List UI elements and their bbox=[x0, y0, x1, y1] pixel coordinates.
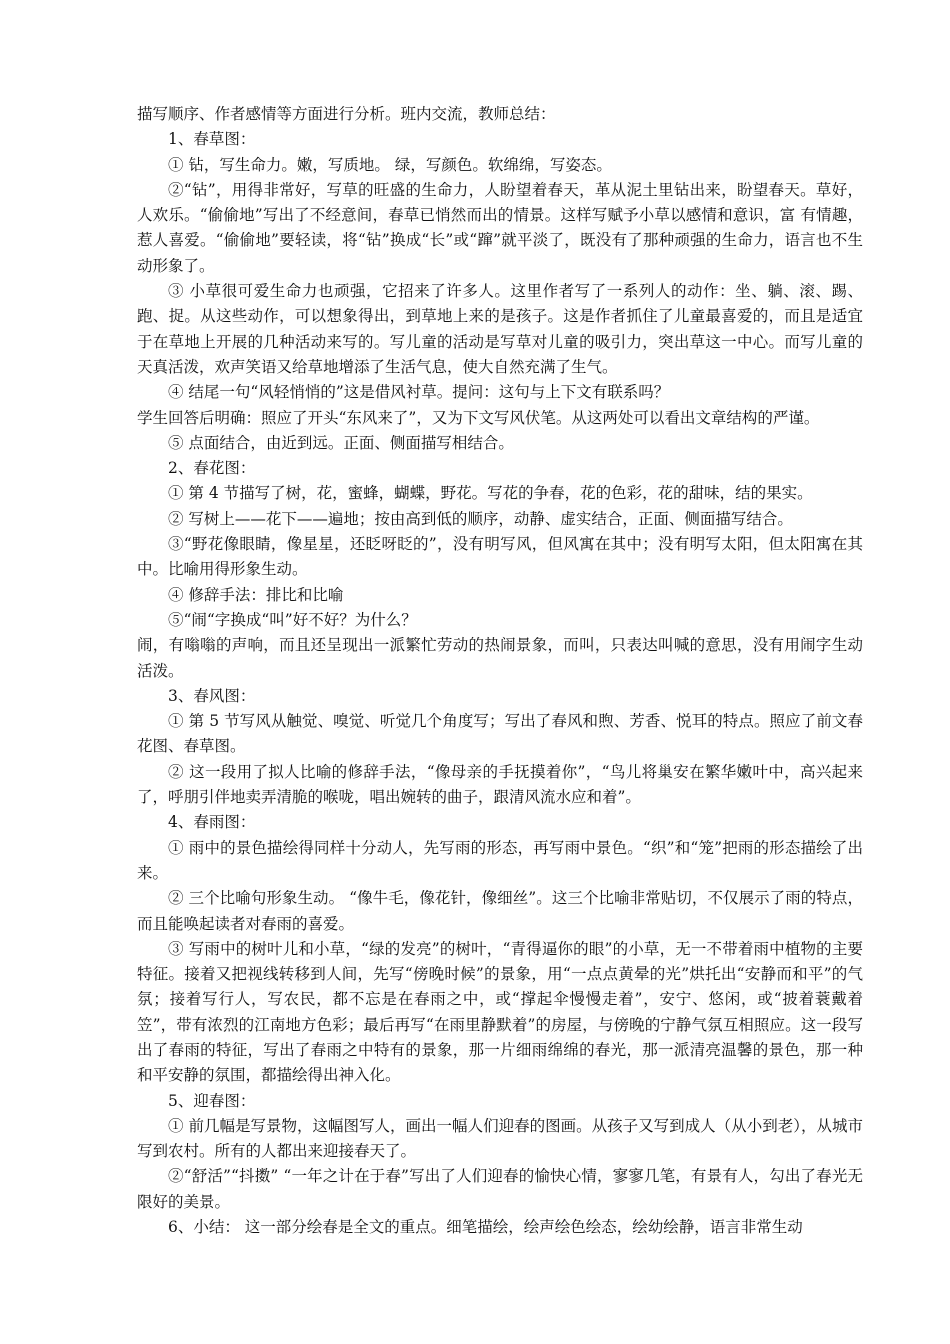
paragraph: 描写顺序、作者感情等方面进行分析。班内交流，教师总结： bbox=[137, 105, 556, 123]
paragraph: 3、春风图： bbox=[168, 686, 256, 705]
paragraph: ④ 修辞手法：排比和比喻 bbox=[168, 585, 344, 604]
paragraph: ③ 写雨中的树叶儿和小草，“绿的发亮”的树叶，“青得逼你的眼”的小草，无一不带着雨中植物的主要特征。接着又把视线转移到人间，先写“傍晚时候”的景象，用“一点点黄晕的光”烘托出“安静而和平”的气氛；接着写行人，写农民，都不忘是在春雨之中，或“撑起伞慢慢走着”，安宁、悠闲，或“披着蓑戴着笠”，带有浓烈的江南地方色彩；最后再写“在雨里静默着”的房屋，与傍晚的宁静气氛互相照应。这一段写出了春雨的特征，写出了春雨之中特有的景象，那一片细雨绵绵的春光，那一派清亮温馨的景色，那一种和平安静的氛围，都描绘得出神入化。 bbox=[137, 939, 863, 1085]
paragraph: ③ 小草很可爱生命力也顽强，它招来了许多人。这里作者写了一系列人的动作：坐、躺、滚、踢、跑、捉。从这些动作，可以想象得出，到草地上来的是孩子。这是作者抓住了儿童最喜爱的，而且是适宜于在草地上开展的几种活动来写的。写儿童的活动是写草对儿童的吸引力，突出草这一中心。而写儿童的天真活泼，欢声笑语又给草地增添了生活气息，使大自然充满了生气。 bbox=[137, 282, 863, 376]
paragraph: 闹，有嗡嗡的声响，而且还呈现出一派繁忙劳动的热闹景象，而叫，只表达叫喊的意思，没有用闹字生动活泼。 bbox=[137, 636, 863, 680]
paragraph: 1、春草图： bbox=[168, 130, 256, 149]
paragraph: 学生回答后明确：照应了开头“东风来了”，又为下文写风伏笔。从这两处可以看出文章结构的严谨。 bbox=[137, 408, 820, 427]
paragraph: ② 这一段用了拟人比喻的修辞手法，“像母亲的手抚摸着你”，“鸟儿将巢安在繁华嫩叶中，高兴起来了，呼朋引伴地卖弄清脆的喉咙，唱出婉转的曲子，跟清风流水应和着”。 bbox=[137, 762, 863, 807]
paragraph: 2、春花图： bbox=[168, 459, 256, 478]
paragraph: 5、迎春图： bbox=[168, 1091, 256, 1110]
paragraph: 6、小结： 这一部分绘春是全文的重点。细笔描绘，绘声绘色绘态，绘幼绘静，语言非常生动 bbox=[168, 1218, 803, 1237]
document-body bbox=[137, 102, 863, 1240]
paragraph: ① 钻，写生命力。嫩，写质地。 绿，写颜色。软绵绵，写姿态。 bbox=[168, 155, 612, 174]
paragraph: ⑤“闹“字换成“叫”好不好？为什么？ bbox=[168, 610, 417, 629]
paragraph: ④ 结尾一句“风轻悄悄的”这是借风衬草。提问：这句与上下文有联系吗？ bbox=[168, 383, 670, 402]
paragraph: ②“舒活”“抖擞” “一年之计在于春”写出了人们迎春的愉快心情，寥寥几笔，有景有人，勾出了春光无限好的美景。 bbox=[137, 1167, 863, 1211]
paragraph: ⑤ 点面结合，由近到远。正面、侧面描写相结合。 bbox=[168, 433, 514, 452]
paragraph: ① 第 4 节描写了树，花，蜜蜂，蝴蝶，野花。写花的争春，花的色彩，花的甜味，结的果实。 bbox=[168, 484, 813, 503]
paragraph: 4、春雨图： bbox=[168, 813, 256, 832]
paragraph: ③“野花像眼睛，像星星，还眨呀眨的”，没有明写风，但风寓在其中；没有明写太阳，但太阳寓在其中。比喻用得形象生动。 bbox=[137, 535, 863, 579]
paragraph: ① 第 5 节写风从触觉、嗅觉、听觉几个角度写；写出了春风和煦、芳香、悦耳的特点。照应了前文春花图、春草图。 bbox=[137, 712, 863, 756]
paragraph: ① 雨中的景色描绘得同样十分动人，先写雨的形态，再写雨中景色。“织”和“笼”把雨的形态描绘了出来。 bbox=[137, 838, 863, 882]
paragraph: ② 三个比喻句形象生动。 “像牛毛，像花针，像细丝”。这三个比喻非常贴切，不仅展示了雨的特点，而且能唤起读者对春雨的喜爱。 bbox=[137, 889, 863, 933]
paragraph: ② 写树上——花下——遍地；按由高到低的顺序，动静、虚实结合，正面、侧面描写结合。 bbox=[168, 509, 793, 528]
paragraph: ②“钻”，用得非常好，写草的旺盛的生命力，人盼望着春天，革从泥土里钻出来，盼望春天。草好，人欢乐。“偷偷地”写出了不经意间，春草已悄然而出的情景。这样写赋予小草以感情和意识，富 有情趣，惹人喜爱。“偷偷地”要轻读，将“钻”换成“长”或“蹿”就平淡了，既没有了那种顽强的生命力，语言也不生动形象了。 bbox=[137, 180, 863, 275]
paragraph: ① 前几幅是写景物，这幅图写人，画出一幅人们迎春的图画。从孩子又写到成人（从小到老），从城市写到农村。所有的人都出来迎接春天了。 bbox=[137, 1116, 863, 1161]
